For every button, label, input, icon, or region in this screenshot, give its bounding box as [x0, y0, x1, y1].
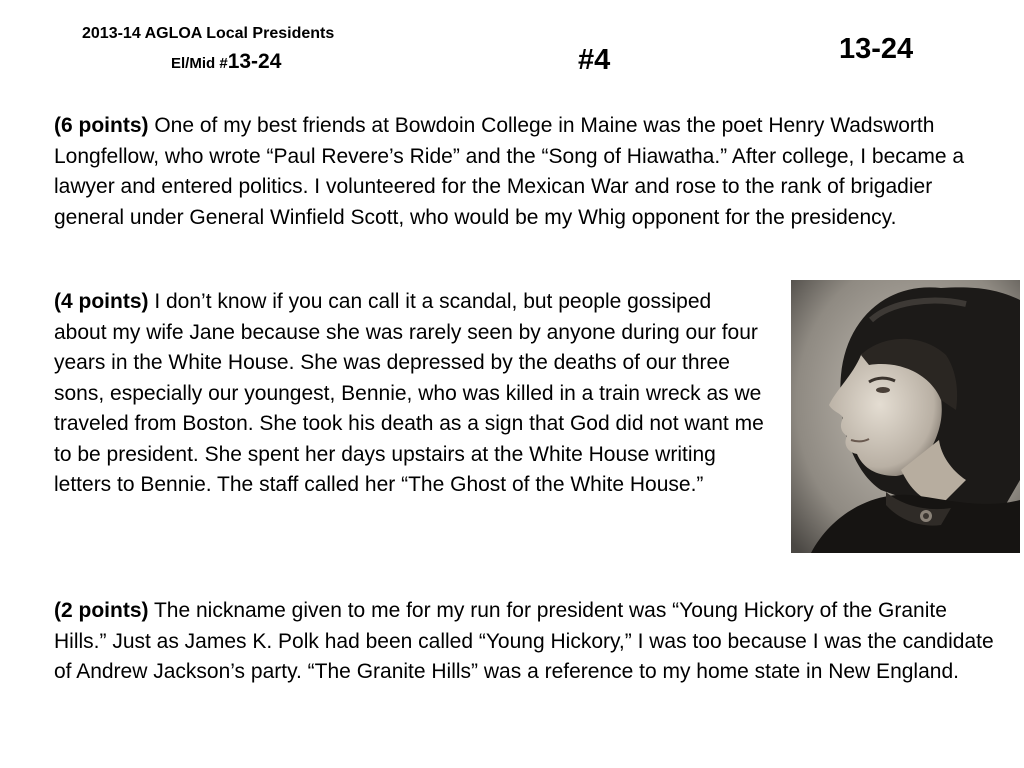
clue-text: One of my best friends at Bowdoin College in Maine was the poet Henry Wadsworth Longfellow, who wrote “Paul Revere’s Ride” and the “Song of Hiawatha.” After college, I became a lawyer and entered politics. I volunteered for the Mexican War and rose to the rank of brigadier general under General Winfield Scott, who would be my Whig opponent for the presidency. [54, 114, 965, 229]
points-label: (6 points) [54, 114, 149, 137]
clue-paragraph-4-points [54, 287, 766, 501]
points-label: (4 points) [54, 290, 149, 313]
header-title: 2013-14 AGLOA Local Presidents [82, 25, 335, 42]
clue-text: The nickname given to me for my run for president was “Young Hickory of the Granite Hills.” Just as James K. Polk had been called “Young Hickory,” I was too because I was the candidate of Andrew Jackson’s party. “The Granite Hills” was a reference to my home state in New England. [54, 599, 994, 683]
points-label: (2 points) [54, 599, 149, 622]
clue-paragraph-6-points [54, 111, 974, 233]
clue-paragraph-2-points [54, 596, 1004, 688]
clue-text: I don’t know if you can call it a scandal, but people gossiped about my wife Jane because she was rarely seen by anyone during our four years in the White House. She was depressed by the deaths of our three sons, especially our youngest, Bennie, who was killed in a train wreck as we traveled from Boston. She took his death as a sign that God did not want me to be president. She spent her days upstairs at the White House writing letters to Bennie. The staff called her “The Ghost of the White House.” [54, 290, 764, 496]
portrait-image [791, 280, 1020, 553]
question-code: 13-24 [839, 33, 914, 65]
slide-number: #4 [578, 44, 611, 76]
header-subtitle [171, 50, 281, 74]
header-subtitle-code: 13-24 [227, 50, 282, 73]
header-subtitle-prefix: El/Mid # [171, 55, 228, 72]
